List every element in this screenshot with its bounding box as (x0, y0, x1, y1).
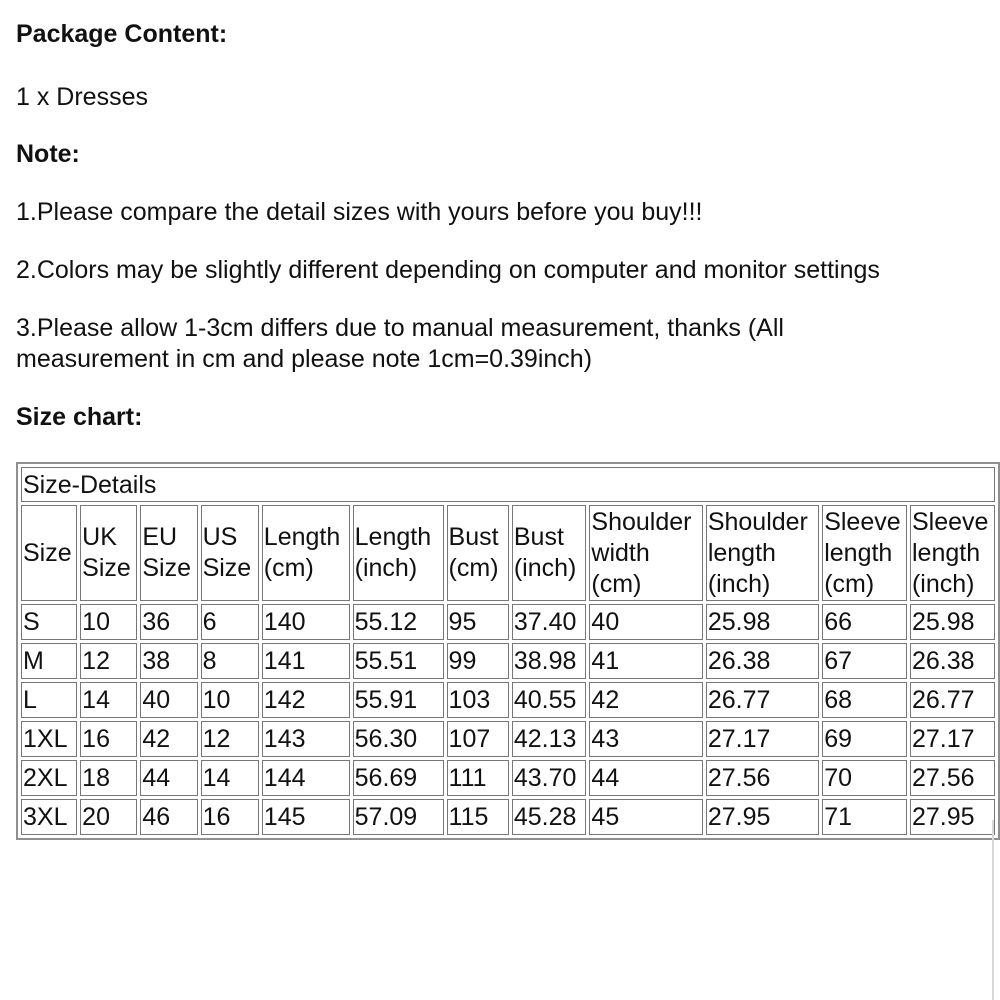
table-cell: 144 (262, 760, 350, 796)
table-title-row (21, 467, 995, 502)
table-cell: 12 (80, 643, 137, 679)
table-cell: 26.38 (910, 643, 995, 679)
table-cell: 16 (80, 721, 137, 757)
table-cell: 95 (447, 604, 509, 640)
table-header-cell: Length (inch) (353, 505, 444, 601)
table-cell: 55.91 (353, 682, 444, 718)
table-cell: 45 (589, 799, 702, 835)
table-cell: 44 (140, 760, 197, 796)
size-chart-table (16, 462, 1000, 840)
table-cell: 55.51 (353, 643, 444, 679)
table-cell: 42 (589, 682, 702, 718)
page-edge-line (992, 820, 994, 1000)
table-cell: 2XL (21, 760, 77, 796)
table-header-cell: UK Size (80, 505, 137, 601)
table-cell: 55.12 (353, 604, 444, 640)
note-item-2: 2.Colors may be slightly different depending on computer and monitor settings (16, 256, 880, 284)
table-cell: 71 (822, 799, 907, 835)
table-cell: 43 (589, 721, 702, 757)
size-chart-heading: Size chart: (16, 403, 143, 431)
table-cell: 45.28 (512, 799, 587, 835)
table-header-cell: Bust (inch) (512, 505, 587, 601)
table-cell: 14 (80, 682, 137, 718)
note-item-3-line-1: 3.Please allow 1-3cm differs due to manual measurement, thanks (All (16, 314, 784, 342)
table-row (21, 604, 995, 640)
table-header-cell: US Size (201, 505, 259, 601)
table-cell: 38.98 (512, 643, 587, 679)
table-cell: 26.77 (706, 682, 819, 718)
table-cell: 140 (262, 604, 350, 640)
table-cell: 40 (140, 682, 197, 718)
table-cell: 18 (80, 760, 137, 796)
size-chart-container (16, 462, 1000, 852)
table-cell: 27.95 (706, 799, 819, 835)
note-item-1: 1.Please compare the detail sizes with yours before you buy!!! (16, 198, 703, 226)
table-header-row (21, 505, 995, 601)
table-cell: 16 (201, 799, 259, 835)
table-cell: 142 (262, 682, 350, 718)
table-header-cell: Shoulder width (cm) (589, 505, 702, 601)
table-row (21, 682, 995, 718)
table-header-cell: Shoulder length (inch) (706, 505, 819, 601)
table-cell: L (21, 682, 77, 718)
table-cell: 10 (80, 604, 137, 640)
table-cell: 99 (447, 643, 509, 679)
table-row (21, 760, 995, 796)
table-cell: 46 (140, 799, 197, 835)
table-cell: 41 (589, 643, 702, 679)
table-cell: 12 (201, 721, 259, 757)
table-cell: 115 (447, 799, 509, 835)
table-cell: S (21, 604, 77, 640)
table-cell: 25.98 (706, 604, 819, 640)
table-header-cell: Length (cm) (262, 505, 350, 601)
table-cell: 20 (80, 799, 137, 835)
table-cell: 25.98 (910, 604, 995, 640)
table-cell: 67 (822, 643, 907, 679)
table-cell: 40 (589, 604, 702, 640)
note-heading: Note: (16, 140, 80, 168)
table-cell: 36 (140, 604, 197, 640)
table-cell: M (21, 643, 77, 679)
table-cell: 66 (822, 604, 907, 640)
table-cell: 8 (201, 643, 259, 679)
table-cell: 10 (201, 682, 259, 718)
table-cell: 3XL (21, 799, 77, 835)
table-cell: 42.13 (512, 721, 587, 757)
table-cell: 27.56 (910, 760, 995, 796)
table-cell: 14 (201, 760, 259, 796)
table-header-cell: Sleeve length (inch) (910, 505, 995, 601)
table-row (21, 643, 995, 679)
table-cell: 111 (447, 760, 509, 796)
table-cell: 103 (447, 682, 509, 718)
table-cell: 44 (589, 760, 702, 796)
table-cell: 68 (822, 682, 907, 718)
table-cell: 6 (201, 604, 259, 640)
package-content-heading: Package Content: (16, 20, 228, 48)
table-cell: 43.70 (512, 760, 587, 796)
table-cell: 56.69 (353, 760, 444, 796)
table-header-cell: EU Size (140, 505, 197, 601)
table-cell: 107 (447, 721, 509, 757)
table-header-cell: Bust (cm) (447, 505, 509, 601)
table-cell: 145 (262, 799, 350, 835)
table-cell: 69 (822, 721, 907, 757)
table-cell: 143 (262, 721, 350, 757)
table-cell: 40.55 (512, 682, 587, 718)
table-cell: 70 (822, 760, 907, 796)
table-cell: 38 (140, 643, 197, 679)
table-row (21, 721, 995, 757)
table-cell: 1XL (21, 721, 77, 757)
table-cell: 27.95 (910, 799, 995, 835)
table-cell: 27.17 (910, 721, 995, 757)
table-cell: 26.77 (910, 682, 995, 718)
note-item-3-line-2: measurement in cm and please note 1cm=0.39inch) (16, 345, 593, 373)
table-title: Size-Details (21, 467, 995, 502)
table-cell: 56.30 (353, 721, 444, 757)
table-header-cell: Size (21, 505, 77, 601)
table-cell: 37.40 (512, 604, 587, 640)
table-cell: 26.38 (706, 643, 819, 679)
table-header-cell: Sleeve length (cm) (822, 505, 907, 601)
table-cell: 27.17 (706, 721, 819, 757)
package-content-text: 1 x Dresses (16, 83, 148, 111)
table-cell: 57.09 (353, 799, 444, 835)
table-cell: 141 (262, 643, 350, 679)
table-row (21, 799, 995, 835)
table-cell: 42 (140, 721, 197, 757)
table-cell: 27.56 (706, 760, 819, 796)
